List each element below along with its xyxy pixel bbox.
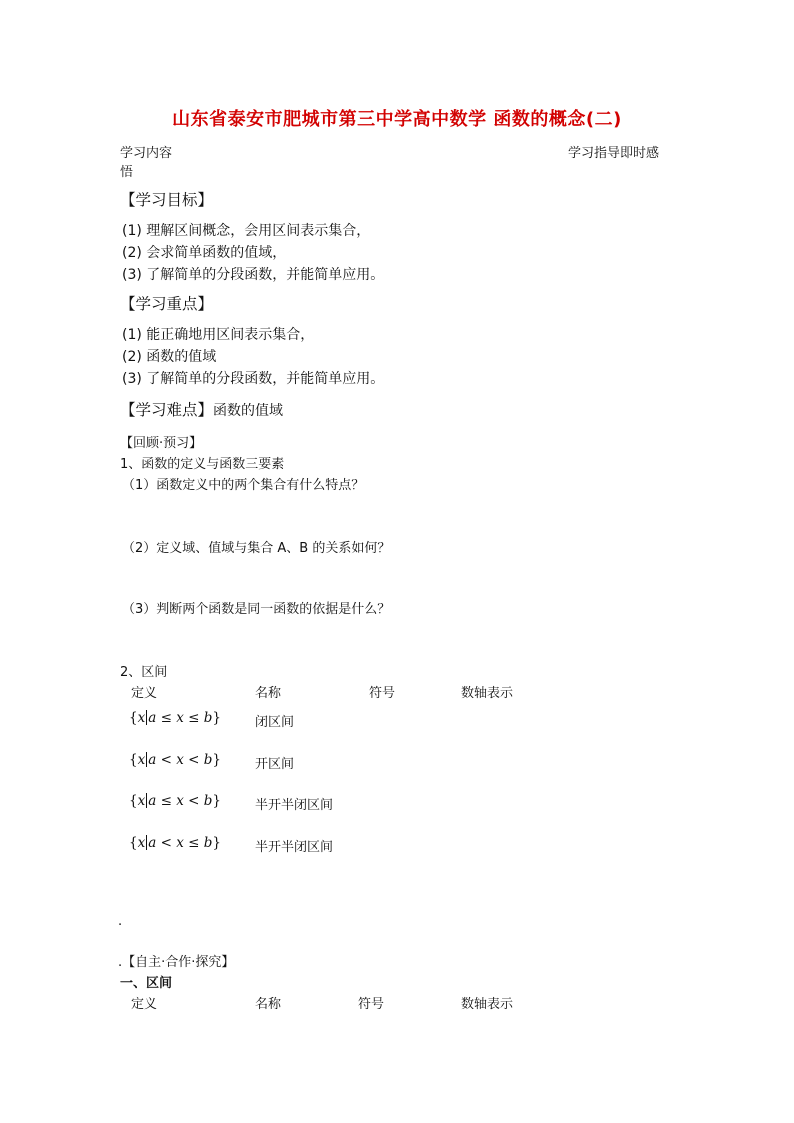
column-definition: 定义 bbox=[131, 997, 158, 1012]
header-wrap: 悟 bbox=[120, 165, 134, 180]
review-subquestion: （2）定义域、值域与集合 A、B 的关系如何？ bbox=[122, 541, 391, 556]
review-subquestion: （1）函数定义中的两个集合有什么特点？ bbox=[122, 478, 365, 493]
difficulty-text: 函数的值域 bbox=[213, 403, 284, 419]
stray-dot: . bbox=[118, 914, 123, 929]
review-question: 1、函数的定义与函数三要素 bbox=[120, 457, 285, 472]
column-definition: 定义 bbox=[131, 686, 158, 701]
interval-name: 半开半闭区间 bbox=[255, 840, 334, 855]
column-name: 名称 bbox=[255, 997, 282, 1012]
keypoint-item: (2) 函数的值域 bbox=[122, 349, 217, 365]
interval-name: 闭区间 bbox=[255, 715, 295, 730]
explore-heading: .【自主·合作·探究】 bbox=[118, 955, 235, 970]
column-numberline: 数轴表示 bbox=[461, 997, 514, 1012]
goals-heading: 【学习目标】 bbox=[120, 191, 214, 209]
set-definition: {x a < x ≤ b} bbox=[129, 835, 221, 851]
page-title: 山东省泰安市肥城市第三中学高中数学 函数的概念(二) bbox=[172, 109, 622, 130]
set-definition: {x a ≤ x < b} bbox=[129, 793, 221, 809]
explore-subheading: 一、区间 bbox=[120, 976, 173, 991]
column-name: 名称 bbox=[255, 686, 282, 701]
difficulty-line bbox=[120, 398, 283, 420]
difficulty-heading: 【学习难点】 bbox=[120, 401, 214, 419]
goal-item: (3) 了解简单的分段函数，并能简单应用。 bbox=[122, 267, 385, 283]
keypoints-heading: 【学习重点】 bbox=[120, 295, 214, 313]
keypoint-item: (3) 了解简单的分段函数，并能简单应用。 bbox=[122, 371, 385, 387]
header-right: 学习指导即时感 bbox=[568, 146, 660, 161]
review-subquestion: （3）判断两个函数是同一函数的依据是什么？ bbox=[122, 602, 391, 617]
intervals-heading: 2、区间 bbox=[120, 665, 168, 680]
interval-name: 半开半闭区间 bbox=[255, 798, 334, 813]
interval-name: 开区间 bbox=[255, 757, 295, 772]
goal-item: (2) 会求简单函数的值域， bbox=[122, 245, 287, 261]
header-left: 学习内容 bbox=[120, 146, 173, 161]
keypoint-item: (1) 能正确地用区间表示集合， bbox=[122, 327, 315, 343]
set-definition: {x a < x < b} bbox=[129, 752, 221, 768]
goal-item: (1) 理解区间概念，会用区间表示集合， bbox=[122, 223, 371, 239]
set-definition: {x a ≤ x ≤ b} bbox=[129, 710, 221, 726]
review-heading: 【回顾·预习】 bbox=[120, 436, 203, 451]
column-numberline: 数轴表示 bbox=[461, 686, 514, 701]
column-symbol: 符号 bbox=[369, 686, 396, 701]
column-symbol: 符号 bbox=[358, 997, 385, 1012]
